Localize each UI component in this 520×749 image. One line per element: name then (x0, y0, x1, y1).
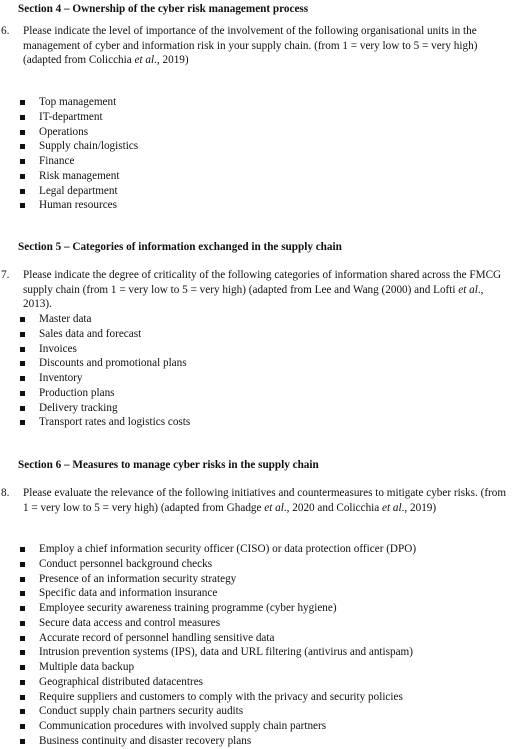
square-bullet-icon (20, 621, 25, 626)
list-item-label: Human resources (39, 199, 117, 212)
list-item (20, 125, 138, 140)
question-number: 7. (1, 269, 10, 281)
square-bullet-icon (20, 724, 25, 729)
list-item (20, 704, 416, 719)
list-item (20, 184, 138, 199)
square-bullet-icon (20, 406, 25, 411)
question-number: 6. (1, 25, 10, 37)
list-item-label: Intrusion prevention systems (IPS), data and URL filtering (antivirus and antispam) (39, 646, 413, 659)
square-bullet-icon (20, 100, 25, 105)
question-text: Please indicate the degree of criticality of the following categories of information shared across the FMCG supply chain (from 1 = very low to 5 = very high) (adapted from Lee and Wang (2000) and Lofti et al., 2013). (23, 269, 502, 311)
list-item (20, 312, 190, 327)
section-4-heading: Section 4 – Ownership of the cyber risk management process (18, 3, 309, 15)
square-bullet-icon (20, 115, 25, 120)
list-item-label: Master data (39, 313, 92, 325)
list-item-label: Presence of an information security strategy (39, 572, 237, 585)
list-item (20, 675, 416, 690)
square-bullet-icon (20, 591, 25, 596)
list-item-label: Transport rates and logistics costs (39, 416, 191, 429)
list-item-label: Require suppliers and customers to comply with the privacy and security policies (39, 690, 403, 703)
square-bullet-icon (20, 189, 25, 194)
list-item (20, 586, 416, 601)
info-categories-list (20, 312, 190, 430)
countermeasures-list (20, 542, 416, 749)
square-bullet-icon (20, 680, 25, 685)
square-bullet-icon (20, 650, 25, 655)
question-text: Please evaluate the relevance of the following initiatives and countermeasures to mitigate cyber risks. (from 1 = very low to 5 = very high) (adapted from Ghadge et al., 2020 and Colicchia et al., 2019) (23, 487, 507, 514)
list-item-label: Invoices (39, 342, 77, 355)
list-item-label: Sales data and forecast (39, 327, 142, 340)
list-item-label: Secure data access and control measures (39, 616, 221, 629)
square-bullet-icon (20, 144, 25, 149)
list-item (20, 154, 138, 169)
square-bullet-icon (20, 130, 25, 135)
question-text: Please indicate the level of importance of the involvement of the following organisational units in the management of cyber and information risk in your supply chain. (from 1 = very low to 5 = very high) (adapted from Colicchia et al., 2019) (23, 25, 478, 67)
list-item-label: Accurate record of personnel handling sensitive data (39, 631, 275, 644)
list-item (20, 139, 138, 154)
list-item (20, 415, 190, 430)
list-item-label: Legal department (39, 184, 118, 197)
list-item-label: Geographical distributed datacentres (39, 675, 204, 688)
list-item (20, 110, 138, 125)
list-item-label: Supply chain/logistics (39, 140, 139, 153)
list-item (20, 734, 416, 749)
list-item (20, 645, 416, 660)
list-item-label: Delivery tracking (39, 401, 118, 414)
list-item (20, 371, 190, 386)
org-units-list (20, 95, 138, 213)
list-item (20, 386, 190, 401)
list-item (20, 198, 138, 213)
list-item-label: Operations (39, 125, 89, 138)
square-bullet-icon (20, 174, 25, 179)
list-item-label: Employee security awareness training programme (cyber hygiene) (39, 602, 337, 614)
list-item (20, 169, 138, 184)
square-bullet-icon (20, 577, 25, 582)
list-item (20, 660, 416, 675)
square-bullet-icon (20, 361, 25, 366)
list-item (20, 401, 190, 416)
list-item-label: Finance (39, 155, 75, 167)
square-bullet-icon (20, 606, 25, 611)
square-bullet-icon (20, 203, 25, 208)
section-6-heading: Section 6 – Measures to manage cyber risks in the supply chain (18, 459, 319, 471)
square-bullet-icon (20, 391, 25, 396)
list-item-label: Discounts and promotional plans (39, 357, 187, 370)
square-bullet-icon (20, 562, 25, 567)
square-bullet-icon (20, 547, 25, 552)
list-item-label: Multiple data backup (39, 661, 135, 673)
list-item-label: Conduct supply chain partners security audits (39, 705, 244, 718)
list-item-label: Communication procedures with involved supply chain partners (39, 720, 327, 732)
list-item (20, 631, 416, 646)
list-item (20, 601, 416, 616)
list-item-label: Risk management (39, 169, 120, 182)
list-item (20, 616, 416, 631)
list-item (20, 719, 416, 734)
square-bullet-icon (20, 376, 25, 381)
list-item-label: Production plans (39, 386, 115, 399)
list-item-label: Conduct personnel background checks (39, 557, 213, 570)
list-item (20, 542, 416, 557)
square-bullet-icon (20, 159, 25, 164)
list-item-label: Business continuity and disaster recovery plans (39, 734, 252, 747)
list-item (20, 327, 190, 342)
list-item (20, 342, 190, 357)
list-item (20, 572, 416, 587)
square-bullet-icon (20, 709, 25, 714)
square-bullet-icon (20, 420, 25, 425)
section-5-heading: Section 5 – Categories of information exchanged in the supply chain (18, 241, 342, 253)
question-number: 8. (1, 487, 10, 499)
list-item (20, 690, 416, 705)
square-bullet-icon (20, 317, 25, 322)
square-bullet-icon (20, 695, 25, 700)
list-item-label: Top management (39, 96, 117, 108)
list-item (20, 557, 416, 572)
list-item (20, 95, 138, 110)
list-item-label: Inventory (39, 372, 83, 384)
list-item-label: Specific data and information insurance (39, 587, 218, 600)
square-bullet-icon (20, 636, 25, 641)
list-item-label: IT-department (39, 110, 103, 123)
square-bullet-icon (20, 665, 25, 670)
square-bullet-icon (20, 739, 25, 744)
square-bullet-icon (20, 332, 25, 337)
list-item (20, 356, 190, 371)
square-bullet-icon (20, 347, 25, 352)
list-item-label: Employ a chief information security officer (CISO) or data protection officer (DPO) (39, 543, 417, 555)
